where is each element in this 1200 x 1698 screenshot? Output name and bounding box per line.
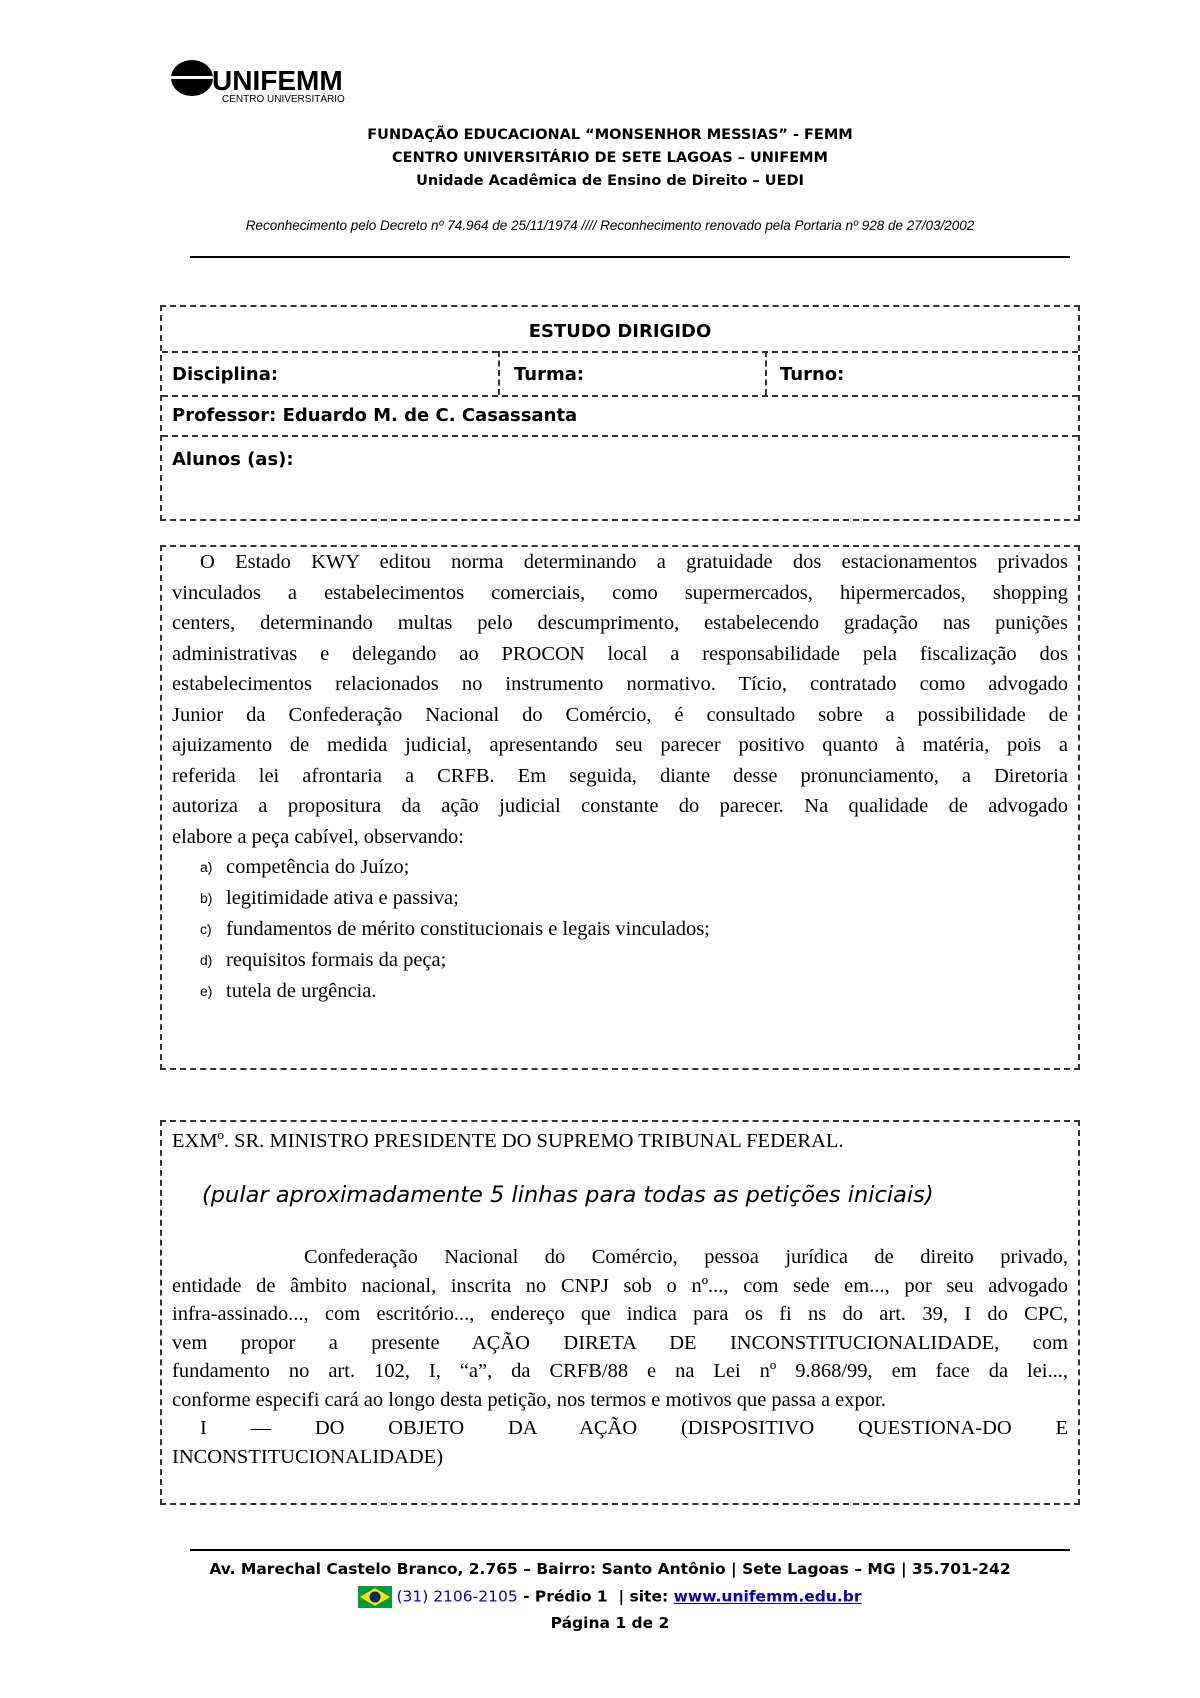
- petition-box: [160, 1120, 1080, 1505]
- footer-building: - Prédio 1 | site:: [517, 1587, 674, 1606]
- case-line: O Estado KWY editou norma determinando a gratuidade dos estacionamentos privados: [200, 551, 1068, 573]
- institution-line-1: FUNDAÇÃO EDUCACIONAL “MONSENHOR MESSIAS” - FEMM: [367, 127, 853, 143]
- header-divider: [190, 256, 1070, 258]
- turno-label: Turno:: [780, 364, 845, 385]
- form-divider-3: [162, 435, 1078, 437]
- unifemm-logo: [170, 56, 450, 106]
- item-text: legitimidade ativa e passiva;: [226, 887, 459, 909]
- footer-address: Av. Marechal Castelo Branco, 2.765 – Bairro: Santo Antônio | Sete Lagoas – MG | 35.701-242: [209, 1560, 1011, 1578]
- petition-line: INCONSTITUCIONALIDADE): [172, 1445, 444, 1468]
- case-line: Junior da Confederação Nacional do Comércio, é consultado sobre a possibilidade de: [172, 703, 1068, 726]
- institution-header: [200, 124, 1020, 193]
- form-divider-2: [162, 395, 1078, 397]
- form-box: [160, 305, 1080, 521]
- list-item: [172, 914, 1068, 945]
- institution-line-3: Unidade Acadêmica de Ensino de Direito – UEDI: [416, 173, 804, 189]
- brazil-flag-icon: [358, 1586, 392, 1608]
- form-col-divider-1: [498, 351, 500, 395]
- petition-address: EXMº. SR. MINISTRO PRESIDENTE DO SUPREMO TRIBUNAL FEDERAL.: [172, 1130, 844, 1152]
- case-line: ajuizamento de medida judicial, apresentando seu parecer positivo quanto à matéria, pois a: [172, 734, 1068, 756]
- petition-text: [172, 1243, 1068, 1471]
- item-text: competência do Juízo;: [226, 856, 410, 878]
- petition-line: entidade de âmbito nacional, inscrita no CNPJ sob o nº..., com sede em..., por seu advogado: [172, 1274, 1068, 1297]
- list-item: [172, 883, 1068, 914]
- item-letter: a): [200, 859, 213, 875]
- case-line: elabore a peça cabível, observando:: [172, 825, 464, 848]
- item-letter: c): [200, 921, 212, 937]
- form-col-divider-2: [765, 351, 767, 395]
- institution-line-2: CENTRO UNIVERSITÁRIO DE SETE LAGOAS – UNIFEMM: [392, 150, 828, 166]
- petition-line: Confederação Nacional do Comércio, pessoa jurídica de direito privado,: [304, 1246, 1068, 1268]
- footer-divider: [190, 1549, 1070, 1551]
- list-item: [172, 852, 1068, 883]
- turma-label: Turma:: [514, 364, 585, 385]
- petition-line: conforme especifi cará ao longo desta petição, nos termos e motivos que passa a expor.: [172, 1388, 886, 1411]
- petition-line: I — DO OBJETO DA AÇÃO (DISPOSITIVO QUESTIONA-DO E: [200, 1417, 1068, 1439]
- alunos-label: Alunos (as):: [172, 449, 294, 470]
- site-link[interactable]: www.unifemm.edu.br: [673, 1587, 862, 1606]
- logo-text: UNIFEMM: [212, 65, 343, 96]
- petition-line: infra-assinado..., com escritório..., endereço que indica para os fi ns do art. 39, I do CPC,: [172, 1303, 1068, 1325]
- list-item: [172, 976, 1068, 1007]
- case-text: [172, 547, 1068, 1007]
- case-line: vinculados a estabelecimentos comerciais, como supermercados, hipermercados, shopping: [172, 581, 1068, 604]
- list-item: [172, 945, 1068, 976]
- petition-instruction: (pular aproximadamente 5 linhas para todas as petições iniciais): [202, 1182, 934, 1208]
- item-text: tutela de urgência.: [226, 980, 377, 1002]
- petition-line: vem propor a presente AÇÃO DIRETA DE INCONSTITUCIONALIDADE, com: [172, 1331, 1068, 1354]
- item-text: fundamentos de mérito constitucionais e legais vinculados;: [226, 918, 710, 940]
- item-letter: e): [200, 983, 213, 999]
- footer-phone: (31) 2106-2105: [396, 1587, 518, 1606]
- petition-line: fundamento no art. 102, I, “a”, da CRFB/88 e na Lei nº 9.868/99, em face da lei...,: [172, 1360, 1068, 1382]
- page-number: Página 1 de 2: [550, 1614, 670, 1632]
- form-divider-1: [162, 351, 1078, 353]
- item-text: requisitos formais da peça;: [226, 949, 447, 971]
- disciplina-label: Disciplina:: [172, 364, 279, 385]
- case-line: estabelecimentos relacionados no instrumento normativo. Tício, contratado como advogado: [172, 673, 1068, 695]
- professor-label: Professor: Eduardo M. de C. Casassanta: [172, 405, 578, 426]
- recognition-text: Reconhecimento pelo Decreto nº 74.964 de 25/11/1974 //// Reconhecimento renovado pela Portaria nº 928 de 27/03/2002: [245, 218, 975, 233]
- logo-subtext: CENTRO UNIVERSITÁRIO: [222, 94, 345, 105]
- case-box: [160, 545, 1080, 1070]
- item-letter: d): [200, 952, 213, 968]
- footer-contact: [150, 1586, 1070, 1608]
- form-title: ESTUDO DIRIGIDO: [528, 321, 712, 342]
- item-letter: b): [200, 890, 213, 906]
- case-line: centers, determinando multas pelo descumprimento, estabelecendo gradação nas punições: [172, 612, 1068, 634]
- case-line: administrativas e delegando ao PROCON local a responsabilidade pela fiscalização dos: [172, 642, 1068, 665]
- case-line: referida lei afrontaria a CRFB. Em seguida, diante desse pronunciamento, a Diretoria: [172, 764, 1068, 787]
- case-line: autoriza a propositura da ação judicial constante do parecer. Na qualidade de advogado: [172, 795, 1068, 817]
